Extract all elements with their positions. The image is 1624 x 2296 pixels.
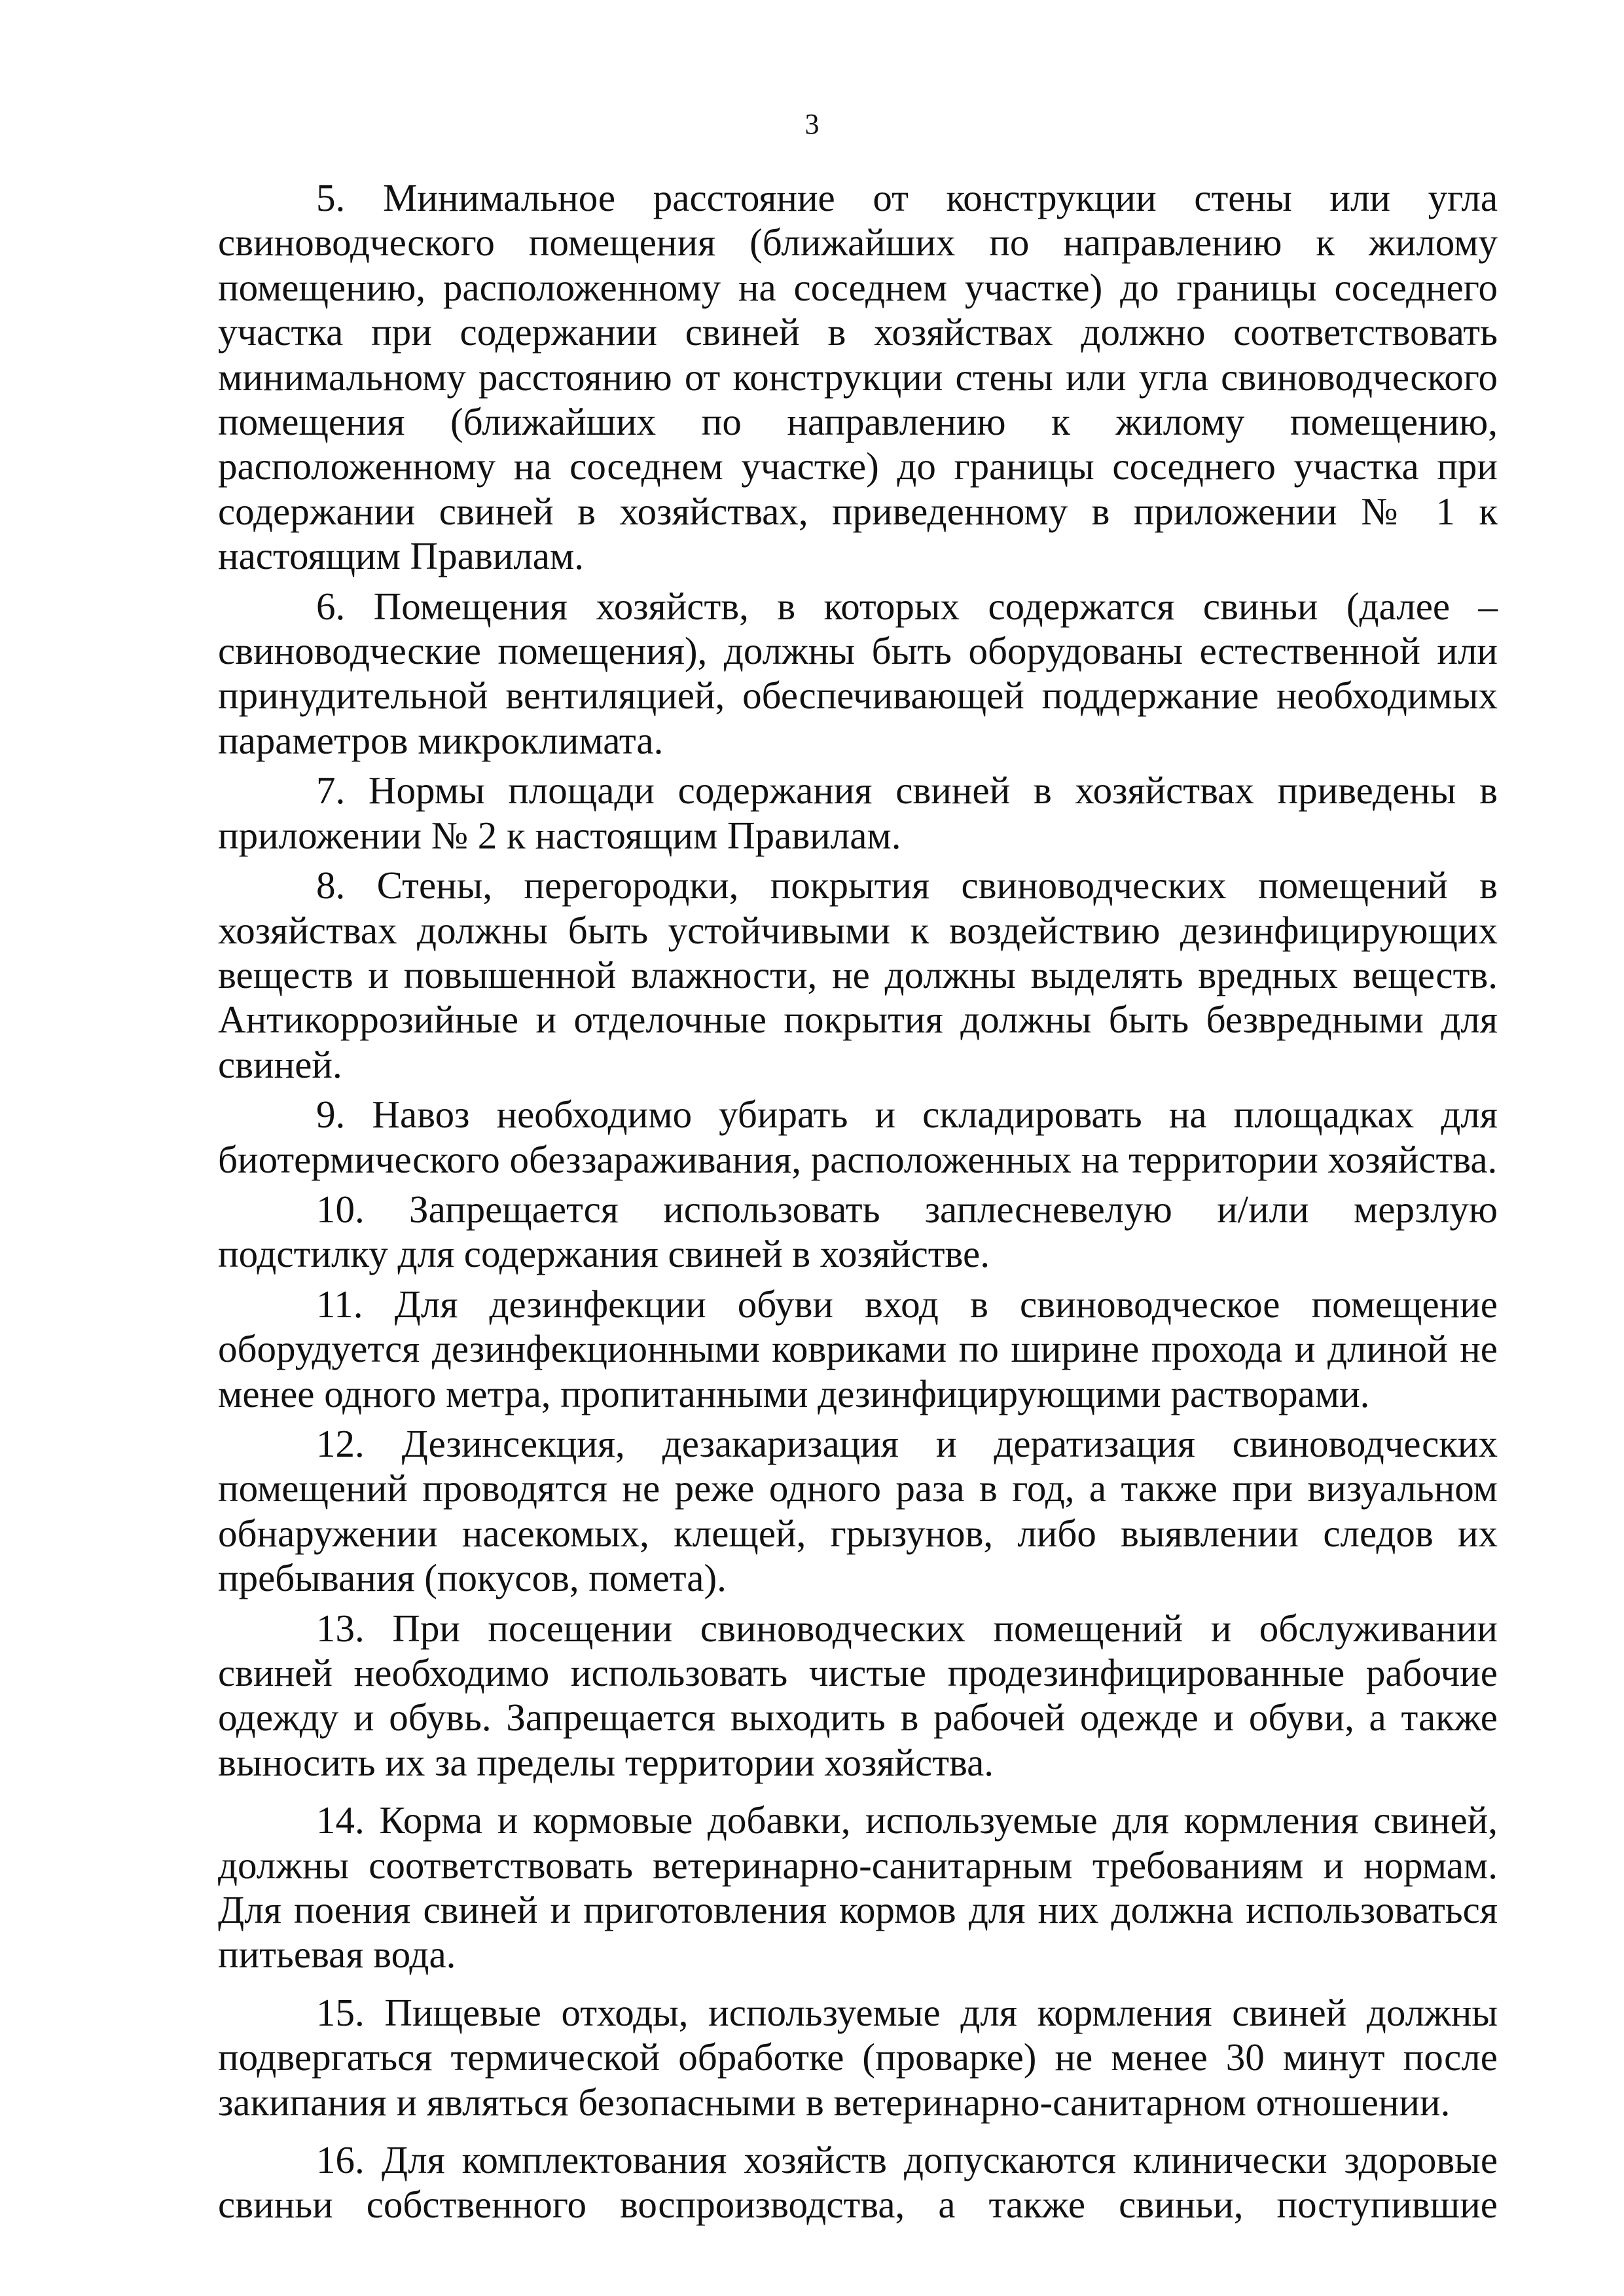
paragraph-13 <box>218 1606 1498 1785</box>
paragraph-number: 9. <box>316 1093 346 1137</box>
paragraph-number: 6. <box>316 584 346 628</box>
paragraph-text: Дезинсекция, дезакаризация и дератизация свиноводческих помещений проводятся не реже одного раза в год, а также при визуальном обнаружении насекомых, клещей, грызунов, либо выявлении следов их пребывания (покусов, помета). <box>218 1421 1498 1600</box>
paragraph-8 <box>218 863 1498 1087</box>
paragraph-number: 12. <box>316 1421 365 1465</box>
paragraph-text: Для дезинфекции обуви вход в свиноводческое помещение оборудуется дезинфекционными ковриками по ширине прохода и длиной не менее одного метра, пропитанными дезинфицирующими растворами. <box>218 1282 1498 1415</box>
paragraph-15 <box>218 1990 1498 2124</box>
paragraph-number: 16. <box>316 2138 365 2182</box>
paragraph-text: Для комплектования хозяйств допускаются клинически здоровые свиньи собственного воспроизводства, а также свиньи, поступившие <box>218 2138 1498 2227</box>
paragraph-text: При посещении свиноводческих помещений и обслуживании свиней необходимо использовать чистые продезинфицированные рабочие одежду и обувь. Запрещается выходить в рабочей одежде и обуви, а также выносить их за пределы территории хозяйства. <box>218 1606 1498 1784</box>
paragraph-number: 14. <box>316 1798 365 1842</box>
paragraph-number: 15. <box>316 1990 365 2034</box>
paragraph-number: 11. <box>316 1282 363 1326</box>
page-number: 3 <box>804 108 820 140</box>
paragraph-text: Навоз необходимо убирать и складировать на площадках для биотермического обеззараживания, расположенных на территории хозяйства. <box>218 1093 1498 1181</box>
paragraph-text: Пищевые отходы, используемые для кормления свиней должны подвергаться термической обработке (проварке) не менее 30 минут после закипания и являться безопасными в ветеринарно-санитарном отношении. <box>218 1990 1498 2124</box>
paragraph-11 <box>218 1282 1498 1416</box>
paragraph-7 <box>218 768 1498 858</box>
paragraph-text: Стены, перегородки, покрытия свиноводческих помещений в хозяйствах должны быть устойчивыми к воздействию дезинфицирующих веществ и повышенной влажности, не должны выделять вредных веществ. Антикоррозийные и отделочные покрытия должны быть безвредными для свиней. <box>218 864 1498 1086</box>
paragraph-text: Корма и кормовые добавки, используемые для кормления свиней, должны соответствовать ветеринарно-санитарным требованиям и нормам. Для поения свиней и приготовления кормов для них должна использоваться питьевая вода. <box>218 1798 1498 1977</box>
paragraph-16 <box>218 2138 1498 2227</box>
paragraph-number: 8. <box>316 864 346 907</box>
document-body <box>218 175 1498 2227</box>
paragraph-5 <box>218 175 1498 579</box>
paragraph-number: 10. <box>316 1187 365 1231</box>
paragraph-10 <box>218 1187 1498 1277</box>
paragraph-text: Нормы площади содержания свиней в хозяйствах приведены в приложении № 2 к настоящим Правилам. <box>218 769 1498 857</box>
paragraph-number: 5. <box>316 176 346 219</box>
paragraph-number: 7. <box>316 769 346 812</box>
paragraph-text: Минимальное расстояние от конструкции стены или угла свиноводческого помещения (ближайших по направлению к жилому помещению, расположенному на соседнем участке) до границы соседнего участка при содержании свиней в хозяйствах должно соответствовать минимальному расстоянию от конструкции стены или угла свиноводческого помещения (ближайших по направлению к жилому помещению, расположенному на соседнем участке) до границы соседнего участка при содержании свиней в хозяйствах, приведенному в приложении № 1 к настоящим Правилам. <box>218 176 1498 578</box>
paragraph-12 <box>218 1421 1498 1601</box>
paragraph-9 <box>218 1092 1498 1182</box>
paragraph-6 <box>218 584 1498 763</box>
paragraph-14 <box>218 1798 1498 1977</box>
paragraph-text: Запрещается использовать заплесневелую и/или мерзлую подстилку для содержания свиней в хозяйстве. <box>218 1187 1498 1276</box>
paragraph-text: Помещения хозяйств, в которых содержатся свиньи (далее – свиноводческие помещения), должны быть оборудованы естественной или принудительной вентиляцией, обеспечивающей поддержание необходимых параметров микроклимата. <box>218 584 1498 762</box>
paragraph-number: 13. <box>316 1606 365 1650</box>
